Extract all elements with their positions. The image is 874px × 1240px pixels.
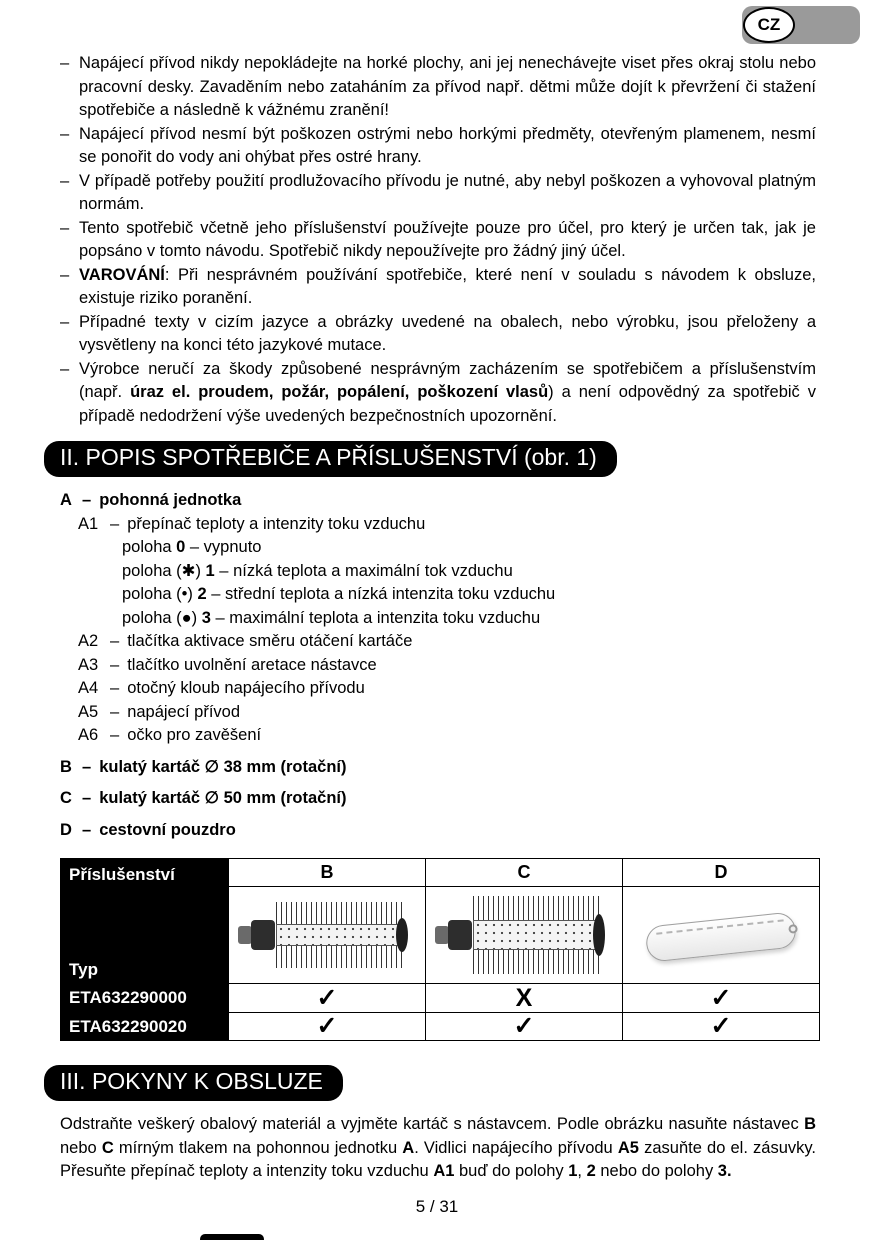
operating-instructions-paragraph: Odstraňte veškerý obalový materiál a vyjměte kartáč s nástavcem. Podle obrázku nasuňte nástavec B nebo C mírným tlakem na pohonnou jednotku A. Vidlici napájecího přívodu A5 zasuňte do el. zásuvky. Přesuňte přepínač teploty a intenzity toku vzduchu A1 buď do polohy 1, 2 nebo do polohy 3. (60, 1115, 817, 1180)
item-A4 (78, 677, 816, 701)
item-A3-code: A3 (78, 655, 99, 674)
item-A2 (78, 630, 816, 654)
case-zipper (656, 919, 784, 934)
availability-mark: ✓ (623, 984, 820, 1013)
item-A1-text: přepínač teploty a intenzity toku vzduchu (127, 514, 426, 533)
item-A6-text: očko pro zavěšení (127, 726, 262, 744)
section-2-bar (44, 441, 617, 477)
language-code: CZ (757, 15, 781, 35)
section-2-title: II. POPIS SPOTŘEBIČE A PŘÍSLUŠENSTVÍ (obr. 1) (60, 444, 597, 470)
dash-separator (110, 701, 119, 725)
item-C-text: kulatý kartáč ∅ 50 mm (rotační) (99, 789, 347, 807)
brush-core (276, 924, 402, 946)
item-D (60, 819, 816, 843)
corner-inner (69, 861, 220, 981)
availability-mark: ✓ (426, 1012, 623, 1041)
item-A3 (78, 654, 816, 678)
item-A (60, 489, 816, 513)
brush-connector (238, 926, 252, 944)
item-A-code: A (60, 491, 72, 509)
item-B (60, 756, 816, 780)
dash-separator (110, 724, 119, 748)
dash-separator (110, 677, 119, 701)
safety-item-6: – Případné texty v cizím jazyce a obrázky uvedené na obalech, nebo výrobku, jsou přeloženy a vysvětleny na konci této jazykové mutace. (60, 311, 816, 358)
dash-separator (110, 654, 119, 678)
model-name-2: ETA632290020 (61, 1012, 229, 1041)
brush-core (473, 920, 599, 950)
page-number-text: 5 / 31 (415, 1196, 459, 1216)
dash-separator (82, 489, 91, 513)
item-C (60, 787, 816, 811)
item-A6-code: A6 (78, 726, 99, 744)
item-A4-text: otočný kloub napájecího přívodu (127, 679, 365, 697)
item-A2-code: A2 (78, 632, 99, 650)
availability-mark: ✓ (229, 1012, 426, 1041)
brush-50mm-image (435, 892, 613, 978)
column-header-D: D (623, 859, 820, 887)
brush-neck (448, 920, 472, 950)
availability-mark: ✓ (229, 984, 426, 1013)
item-D-text: cestovní pouzdro (99, 820, 236, 839)
safety-instructions-list (60, 52, 816, 428)
item-B-text: kulatý kartáč ∅ 38 mm (rotační) (99, 757, 347, 776)
item-A5-code: A5 (78, 702, 99, 721)
section-3-bar (44, 1065, 343, 1101)
dash-separator (110, 513, 119, 537)
dash-separator (82, 787, 91, 811)
item-A-text: pohonná jednotka (99, 491, 242, 509)
brush-connector (435, 926, 449, 944)
dash-separator (82, 819, 91, 843)
safety-item-3: – V případě potřeby použití prodlužovacího přívodu je nutné, aby nebyl poškozen a vyhovoval platným normám. (60, 170, 816, 217)
column-header-B: B (229, 859, 426, 887)
safety-item-1: – Napájecí přívod nikdy nepokládejte na horké plochy, ani jej nenechávejte viset přes okraj stolu nebo pracovní desky. Zavaděním nebo zataháním za přívod např. dětmi může dojít k převržení či stažení spotřebiče a následně k vážnému zranění! (60, 52, 816, 123)
item-D-code: D (60, 820, 72, 839)
item-A1 (78, 513, 816, 537)
item-A3-text: tlačítko uvolnění aretace nástavce (127, 655, 377, 674)
safety-item-4: – Tento spotřebič včetně jeho příslušenství používejte pouze pro účel, pro který je určen tak, jak je popsáno v tomto návodu. Spotřebič nikdy nepoužívejte pro žádný jiný účel. (60, 217, 816, 264)
item-A2-text: tlačítka aktivace směru otáčení kartáče (127, 632, 413, 650)
brush-end-cap (593, 914, 605, 956)
brush-50mm-cell (426, 887, 623, 984)
accessories-table (60, 858, 820, 1041)
safety-item-7: – Výrobce neručí za škody způsobené nesprávným zacházením se spotřebičem a příslušenstvím (např. úraz el. proudem, požár, popálení, poškození vlasů) a není odpovědný za spotřebič v případě nedodržení výše uvedených bezpečnostních upozornění. (60, 358, 816, 429)
table-corner-cell (61, 859, 229, 984)
brush-neck (251, 920, 275, 950)
dash-separator (110, 630, 119, 654)
switch-position-3: poloha (●) 3 – maximální teplota a intenzita toku vzduchu (122, 608, 541, 627)
item-A5 (78, 701, 816, 725)
travel-case-image (645, 911, 798, 962)
next-section-bar-partial (200, 1234, 264, 1240)
brush-bristles (276, 902, 402, 968)
item-B-code: B (60, 757, 72, 776)
type-label: Typ (69, 959, 98, 979)
switch-position-0: poloha 0 – vypnuto (122, 538, 262, 556)
brush-end-cap (396, 918, 408, 952)
item-A5-text: napájecí přívod (127, 702, 241, 721)
item-C-code: C (60, 789, 72, 807)
model-name-1: ETA632290000 (61, 984, 229, 1013)
item-A1-code: A1 (78, 514, 99, 533)
availability-mark: X (426, 984, 623, 1013)
table-header-row (61, 859, 820, 887)
accessories-label: Příslušenství (69, 865, 175, 884)
safety-item-5: – VAROVÁNÍ: Při nesprávném používání spotřebiče, které není v souladu s návodem k obsluze, existuje riziko poranění. (60, 264, 816, 311)
model-row-1 (61, 984, 820, 1013)
section-3-title: III. POKYNY K OBSLUZE (60, 1068, 323, 1094)
language-tab (742, 6, 860, 44)
travel-case-cell (623, 887, 820, 984)
brush-38mm-cell (229, 887, 426, 984)
brush-bristles (473, 896, 599, 974)
switch-position-2: poloha (•) 2 – střední teplota a nízká intenzita toku vzduchu (122, 585, 556, 603)
brush-38mm-image (238, 892, 416, 978)
column-header-C: C (426, 859, 623, 887)
item-A4-code: A4 (78, 679, 99, 697)
language-badge (743, 7, 795, 43)
page-number (0, 1195, 874, 1219)
availability-mark: ✓ (623, 1012, 820, 1041)
safety-item-2: – Napájecí přívod nesmí být poškozen ostrými nebo horkými předměty, otevřeným plamenem, nesmí se ponořit do vody ani ohýbat přes ostré hrany. (60, 123, 816, 170)
case-zipper-pull (788, 924, 798, 934)
switch-position-1: poloha (✱) 1 – nízká teplota a maximální tok vzduchu (122, 561, 513, 580)
item-A6 (78, 724, 816, 748)
model-row-2 (61, 1012, 820, 1041)
dash-separator (82, 756, 91, 780)
